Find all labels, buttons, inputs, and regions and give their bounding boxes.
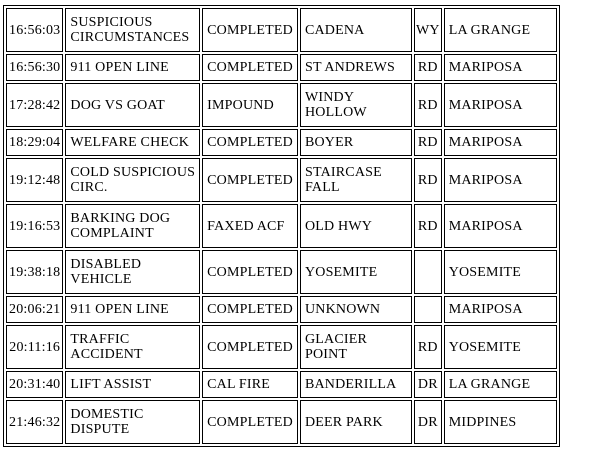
city-cell: LA GRANGE <box>444 8 557 52</box>
table-row <box>6 129 557 156</box>
table-row <box>6 8 557 52</box>
time-cell: 20:31:40 <box>6 371 63 398</box>
street-line: CADENA <box>304 22 365 38</box>
street-suffix-cell: RD <box>414 129 442 156</box>
incident-type-line: LIFT ASSIST <box>70 377 152 392</box>
time-cell: 20:06:21 <box>6 296 63 323</box>
incident-type-cell <box>65 371 200 398</box>
street-line: HOLLOW <box>304 105 367 120</box>
disposition-cell: COMPLETED <box>202 8 298 52</box>
incident-type-line: DISPUTE <box>70 422 130 437</box>
street-suffix-cell: RD <box>414 204 442 248</box>
city-cell: MARIPOSA <box>444 54 557 81</box>
incident-type-cell <box>65 204 200 248</box>
street-cell <box>300 129 412 156</box>
table-row <box>6 83 557 127</box>
incident-type-line: CIRCUMSTANCES <box>70 30 190 45</box>
incident-type-cell <box>65 400 200 444</box>
street-cell <box>300 83 412 127</box>
street-suffix-cell: RD <box>414 83 442 127</box>
table-row <box>6 250 557 294</box>
street-line: UNKNOWN <box>304 302 381 317</box>
street-line: POINT <box>304 347 348 362</box>
street-cell <box>300 296 412 323</box>
incident-type-cell <box>65 158 200 202</box>
incident-type-cell <box>65 83 200 127</box>
incident-type-cell <box>65 54 200 81</box>
disposition-cell: COMPLETED <box>202 54 298 81</box>
incident-type-cell <box>65 8 200 52</box>
incident-type-line: BARKING DOG <box>70 211 171 226</box>
incident-type-line: 911 OPEN LINE <box>70 60 169 75</box>
street-cell <box>300 8 412 52</box>
city-cell: MARIPOSA <box>444 83 557 127</box>
table-row <box>6 371 557 398</box>
street-line: OLD HWY <box>304 218 373 234</box>
city-cell: YOSEMITE <box>444 325 557 369</box>
street-line: STAIRCASE <box>304 165 382 180</box>
city-cell: MIDPINES <box>444 400 557 444</box>
street-cell <box>300 371 412 398</box>
city-cell: MARIPOSA <box>444 129 557 156</box>
disposition-cell: COMPLETED <box>202 325 298 369</box>
disposition-cell: CAL FIRE <box>202 371 298 398</box>
disposition-cell: FAXED ACF <box>202 204 298 248</box>
street-line: BOYER <box>304 135 354 150</box>
street-cell <box>300 325 412 369</box>
street-line: YOSEMITE <box>304 264 378 280</box>
disposition-cell: COMPLETED <box>202 250 298 294</box>
incident-log-body <box>6 8 557 444</box>
incident-type-line: WELFARE CHECK <box>70 135 190 150</box>
time-cell: 17:28:42 <box>6 83 63 127</box>
street-line: BANDERILLA <box>304 377 397 392</box>
disposition-cell: COMPLETED <box>202 400 298 444</box>
table-row <box>6 400 557 444</box>
street-cell <box>300 204 412 248</box>
street-line: ST ANDREWS <box>304 60 395 75</box>
incident-type-cell <box>65 129 200 156</box>
incident-type-line: COMPLAINT <box>70 226 154 241</box>
street-suffix-cell <box>414 250 442 294</box>
incident-type-line: SUSPICIOUS <box>70 15 153 30</box>
disposition-cell: COMPLETED <box>202 158 298 202</box>
incident-type-line: COLD SUSPICIOUS <box>70 165 196 180</box>
city-cell: YOSEMITE <box>444 250 557 294</box>
city-cell: LA GRANGE <box>444 371 557 398</box>
table-row <box>6 325 557 369</box>
table-row <box>6 158 557 202</box>
city-cell: MARIPOSA <box>444 296 557 323</box>
incident-type-cell <box>65 250 200 294</box>
incident-type-line: CIRC. <box>70 180 108 195</box>
street-line: GLACIER <box>304 332 368 347</box>
time-cell: 16:56:03 <box>6 8 63 52</box>
incident-type-line: DOG VS GOAT <box>70 97 165 113</box>
disposition-cell: COMPLETED <box>202 296 298 323</box>
time-cell: 19:12:48 <box>6 158 63 202</box>
disposition-cell: COMPLETED <box>202 129 298 156</box>
time-cell: 16:56:30 <box>6 54 63 81</box>
street-suffix-cell: RD <box>414 325 442 369</box>
street-suffix-cell <box>414 296 442 323</box>
street-suffix-cell: RD <box>414 54 442 81</box>
incident-log-table <box>3 5 560 447</box>
street-cell <box>300 158 412 202</box>
table-row <box>6 296 557 323</box>
street-suffix-cell: RD <box>414 158 442 202</box>
time-cell: 20:11:16 <box>6 325 63 369</box>
incident-type-line: ACCIDENT <box>70 347 143 362</box>
street-suffix-cell: DR <box>414 371 442 398</box>
table-row <box>6 204 557 248</box>
time-cell: 21:46:32 <box>6 400 63 444</box>
time-cell: 19:16:53 <box>6 204 63 248</box>
city-cell: MARIPOSA <box>444 158 557 202</box>
time-cell: 18:29:04 <box>6 129 63 156</box>
incident-type-line: DISABLED <box>70 257 142 272</box>
street-line: DEER PARK <box>304 414 383 430</box>
street-cell <box>300 54 412 81</box>
incident-type-cell <box>65 325 200 369</box>
street-cell <box>300 400 412 444</box>
incident-type-cell <box>65 296 200 323</box>
street-line: WINDY <box>304 90 355 105</box>
table-row <box>6 54 557 81</box>
incident-type-line: DOMESTIC <box>70 407 144 422</box>
street-line: FALL <box>304 180 340 195</box>
incident-type-line: VEHICLE <box>70 272 132 287</box>
street-cell <box>300 250 412 294</box>
incident-type-line: TRAFFIC <box>70 332 130 347</box>
street-suffix-cell: WY <box>414 8 442 52</box>
city-cell: MARIPOSA <box>444 204 557 248</box>
street-suffix-cell: DR <box>414 400 442 444</box>
incident-type-line: 911 OPEN LINE <box>70 302 169 317</box>
disposition-cell: IMPOUND <box>202 83 298 127</box>
time-cell: 19:38:18 <box>6 250 63 294</box>
